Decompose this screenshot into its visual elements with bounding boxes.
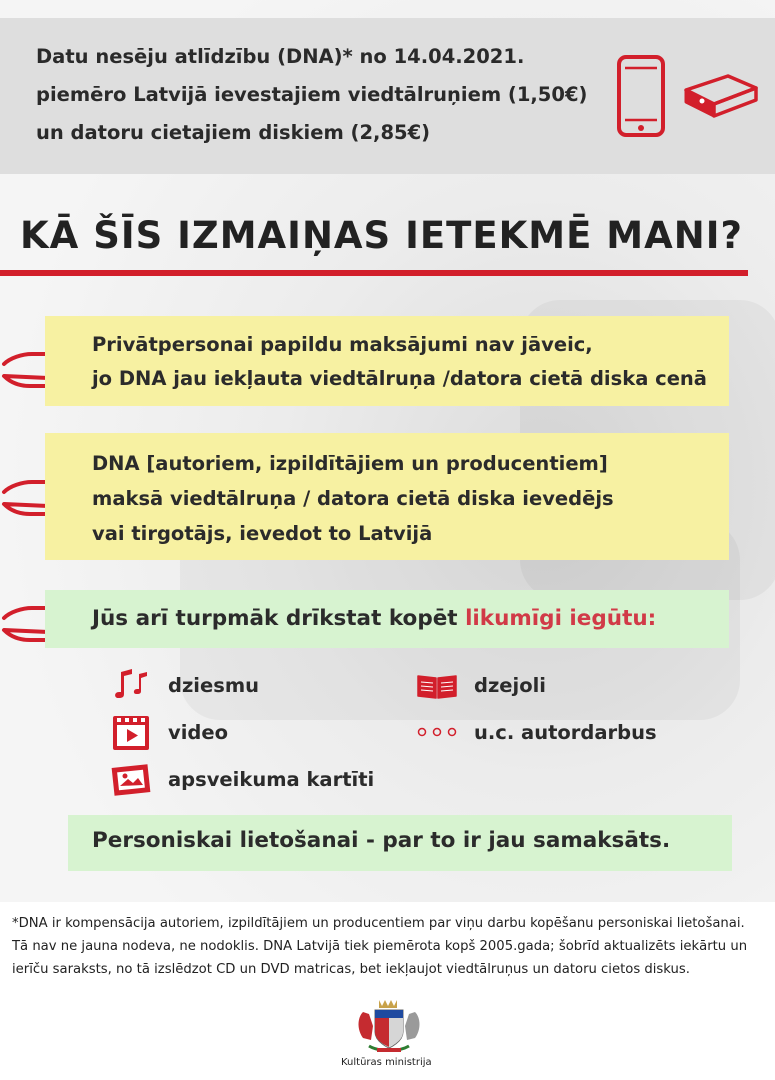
list-item-other-works: u.c. autordarbus [474, 721, 657, 744]
top-banner-line: piemēro Latvijā ievestajiem viedtālruņiem (1,50€) [36, 83, 588, 106]
info-box-line: vai tirgotājs, ievedot to Latvijā [92, 522, 433, 545]
footnote-line: Tā nav ne jauna nodeva, ne nodoklis. DNA Latvijā tiek piemērota kopš 2005.gada; šobrīd aktualizēts iekārtu un [12, 939, 748, 954]
list-item-video: video [168, 721, 228, 744]
info-box-text-plain: Jūs arī turpmāk drīkstat kopēt [92, 606, 466, 631]
footnote-line: *DNA ir kompensācija autoriem, izpildītājiem un producentiem par viņu darbu kopēšanu personiskai lietošanai. [12, 916, 745, 931]
info-box-text-highlight: likumīgi iegūtu: [465, 606, 657, 631]
postcard-icon [111, 764, 151, 796]
hard-drive-icon [680, 72, 760, 120]
list-item-greeting-card: apsveikuma kartīti [168, 768, 375, 791]
info-box-line: DNA [autoriem, izpildītājiem un producentiem] [92, 452, 608, 475]
latvia-coat-of-arms-logo [349, 996, 429, 1056]
headline-underline [0, 270, 748, 276]
more-dots-icon [416, 724, 458, 740]
list-item-poem: dzejoli [474, 674, 546, 697]
info-box-line: Privātpersonai papildu maksājumi nav jāveic, [92, 333, 593, 356]
video-play-icon [111, 714, 151, 752]
smartphone-icon [616, 54, 666, 138]
footnote [12, 912, 768, 981]
footnote-line: ierīču saraksts, no tā izslēdzot CD un DVD matricas, bet iekļaujot viedtālruņus un datoru cietos diskus. [12, 962, 690, 977]
info-box-line: jo DNA jau iekļauta viedtālruņa /datora cietā diska cenā [92, 367, 707, 390]
list-item-song: dziesmu [168, 674, 260, 697]
bottom-statement: Personiskai lietošanai - par to ir jau samaksāts. [92, 828, 671, 853]
music-notes-icon [112, 668, 150, 702]
info-box-text [92, 328, 707, 396]
info-box-text [92, 446, 614, 551]
top-banner-line: Datu nesēju atlīdzību (DNA)* no 14.04.2021. [36, 45, 525, 68]
info-box-line: maksā viedtālruņa / datora cietā diska ievedējs [92, 487, 614, 510]
open-book-icon [416, 672, 458, 700]
info-box-text [92, 606, 656, 631]
ministry-name: Kultūras ministrija [341, 1057, 432, 1068]
top-banner-line: un datoru cietajiem diskiem (2,85€) [36, 121, 431, 144]
page-title: KĀ ŠĪS IZMAIŅAS IETEKMĒ MANI? [20, 214, 743, 257]
top-banner-text [36, 38, 596, 152]
